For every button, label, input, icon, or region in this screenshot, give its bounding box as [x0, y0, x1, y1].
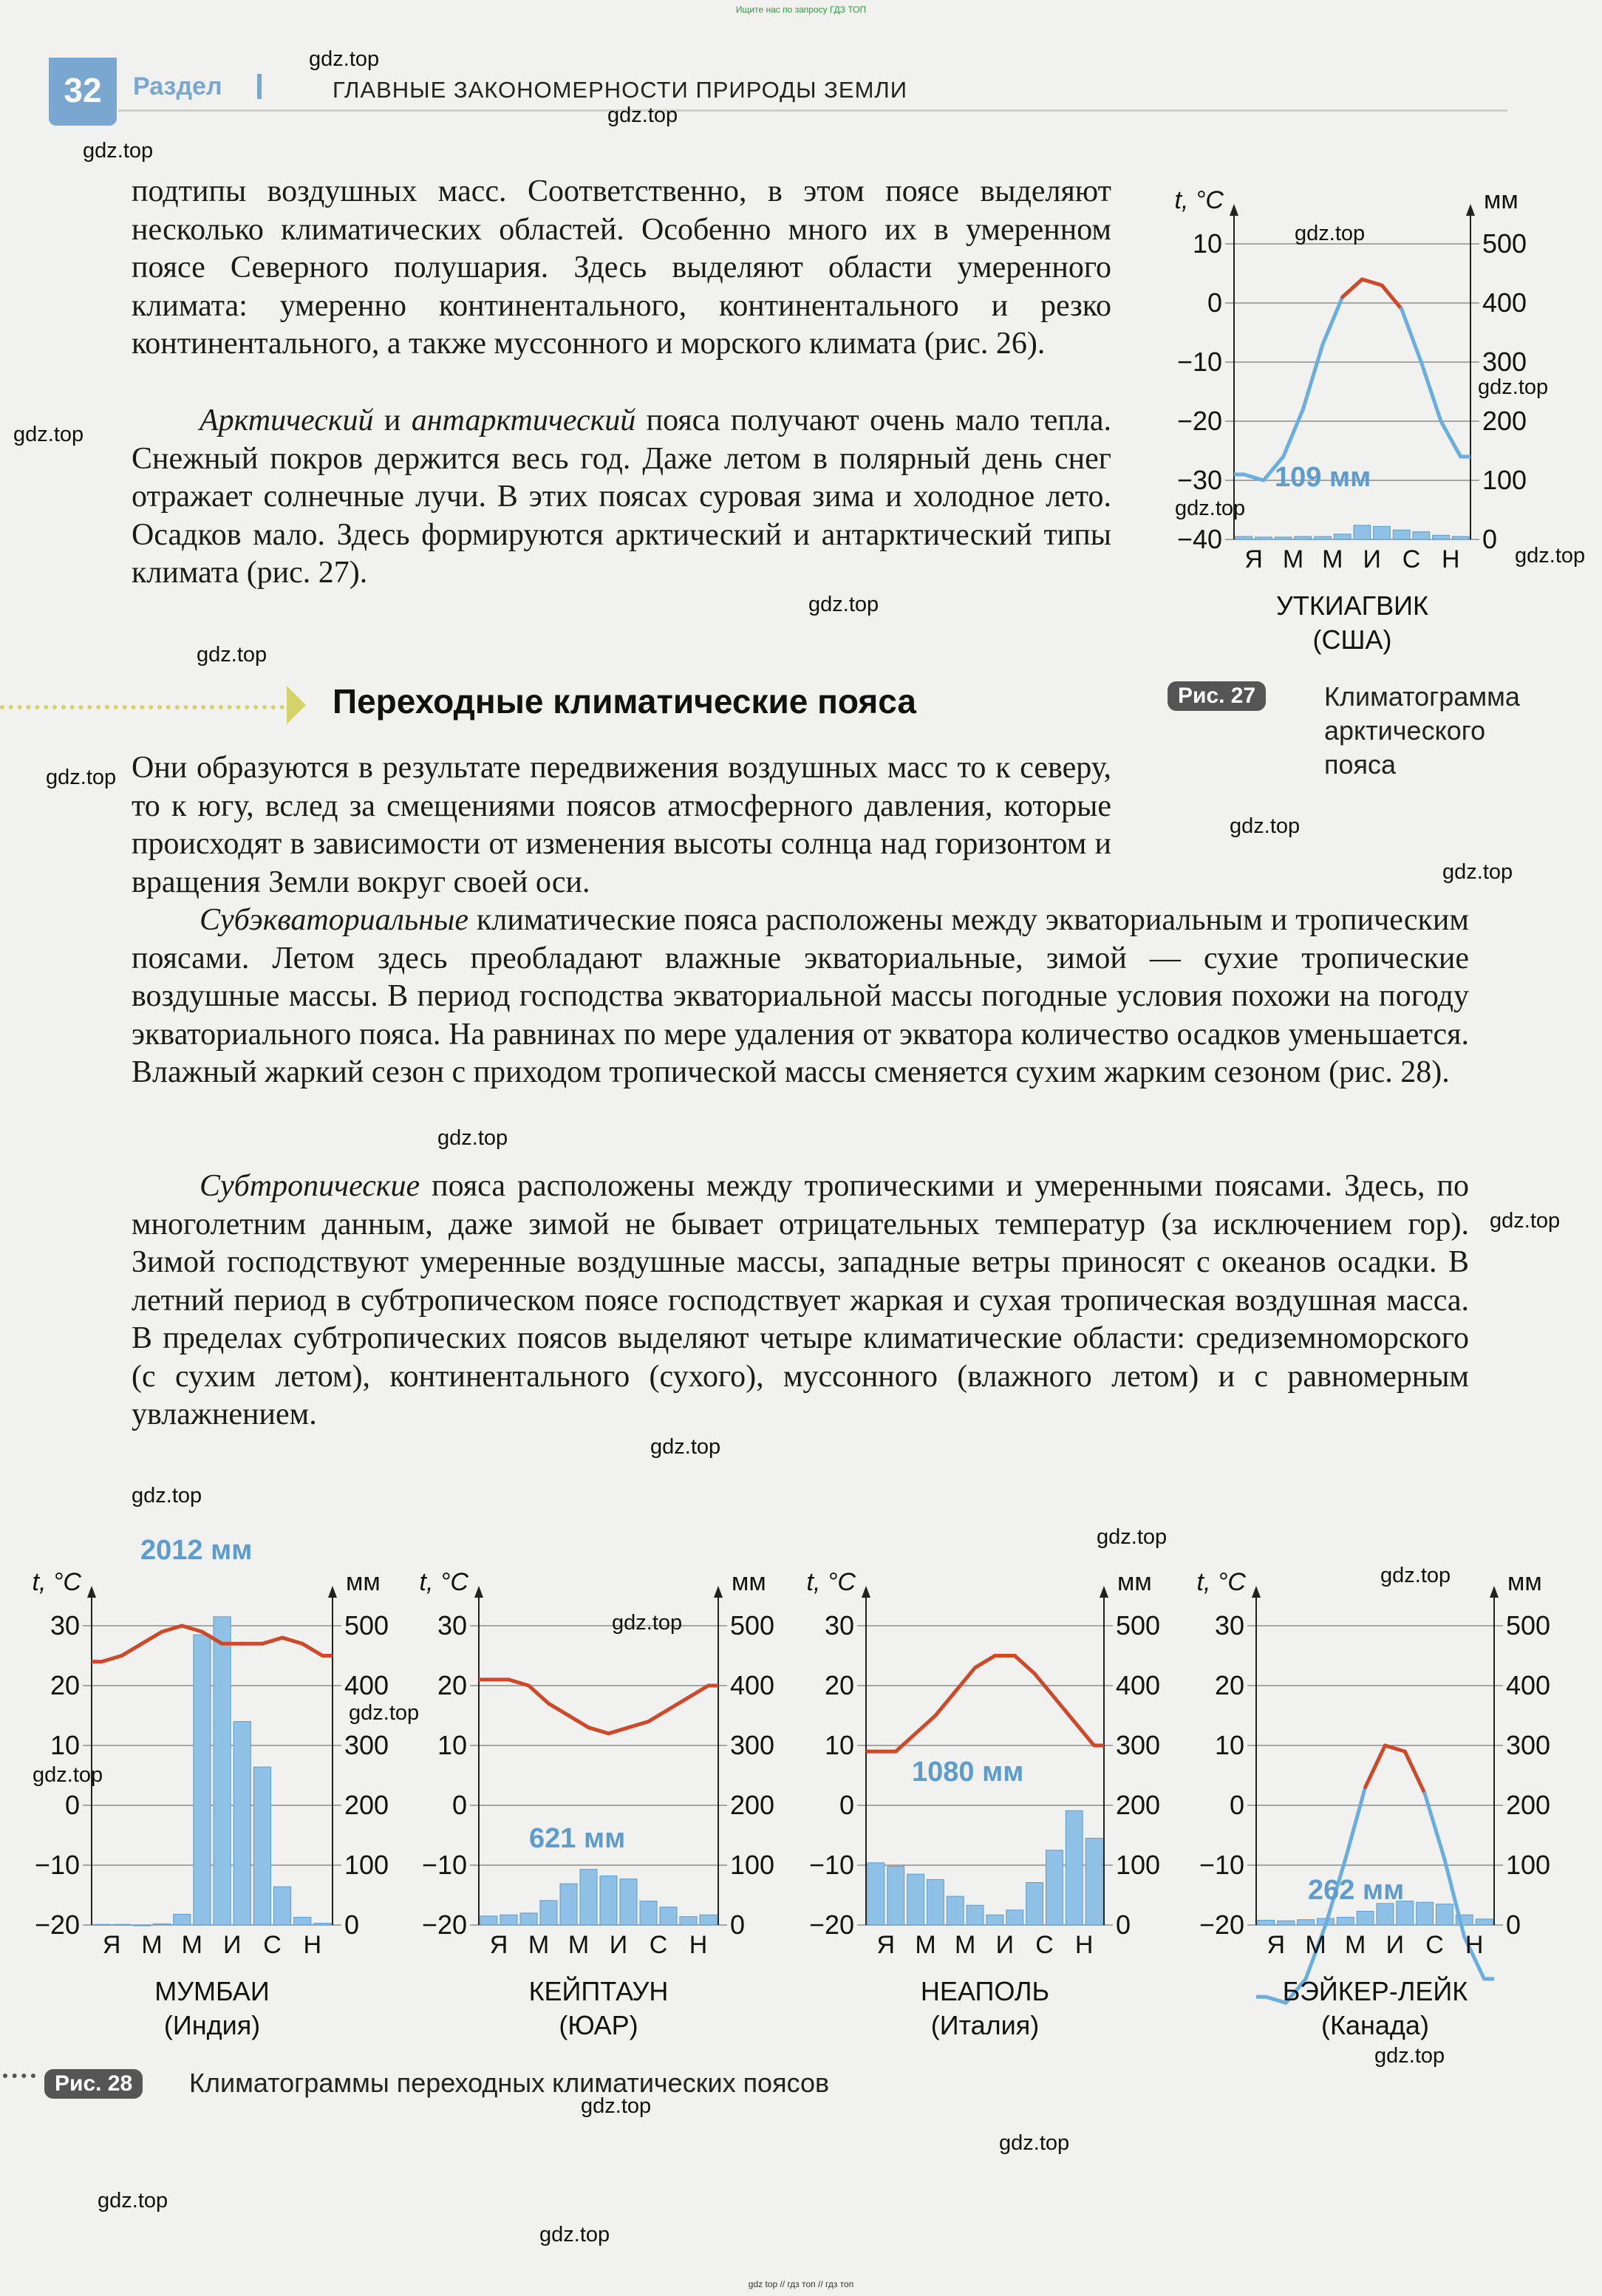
- watermark-text: gdz.top: [1097, 1525, 1168, 1549]
- month-label: М: [141, 1931, 163, 1959]
- temperature-line-segment: [1362, 279, 1382, 285]
- precip-tick-label: 0: [730, 1910, 746, 1940]
- precip-axis-arrow: [1490, 1586, 1499, 1598]
- precip-bar: [113, 1924, 130, 1925]
- precip-bar: [927, 1879, 944, 1925]
- running-head: ГЛАВНЫЕ ЗАКОНОМЕРНОСТИ ПРИРОДЫ ЗЕМЛИ: [333, 77, 908, 103]
- precip-bar: [194, 1635, 211, 1925]
- precip-axis-arrow: [328, 1586, 337, 1598]
- temp-axis-arrow: [1252, 1586, 1261, 1598]
- temperature-line-segment: [1346, 1788, 1366, 1859]
- precip-tick-label: 0: [1506, 1910, 1521, 1940]
- precip-bar: [967, 1905, 984, 1925]
- temp-tick-label: 0: [64, 1790, 80, 1820]
- temp-tick-label: 10: [1214, 1730, 1244, 1760]
- temp-tick-label: 30: [1214, 1610, 1244, 1641]
- paragraph-4-em: Субэкваториальные: [200, 903, 469, 937]
- month-label: И: [609, 1931, 628, 1959]
- precip-bar: [1255, 537, 1272, 539]
- temperature-line-segment: [162, 1626, 182, 1632]
- precip-bar: [154, 1924, 171, 1925]
- month-label: Н: [1442, 545, 1460, 573]
- temperature-line-segment: [1421, 362, 1441, 421]
- precip-bar: [700, 1915, 717, 1925]
- temperature-line-segment: [182, 1626, 202, 1632]
- precip-bar: [1066, 1810, 1083, 1925]
- precip-bar: [540, 1901, 557, 1925]
- paragraph-2-em2: антарктический: [411, 403, 636, 437]
- precip-tick-label: 200: [1482, 406, 1527, 436]
- heading-dots: [0, 705, 284, 709]
- station-name: КЕЙПТАУН: [528, 1976, 669, 2006]
- temperature-line-segment: [1382, 285, 1402, 309]
- climatogram-mumbai: [22, 1530, 421, 2047]
- precip-bar: [1452, 536, 1469, 539]
- temp-tick-label: −40: [1176, 524, 1222, 554]
- temperature-line-segment: [669, 1697, 689, 1709]
- precip-tick-label: 400: [730, 1670, 775, 1700]
- precip-bar: [907, 1874, 924, 1925]
- section-label: [133, 72, 222, 101]
- fig27-caption-line3: пояса: [1324, 749, 1397, 780]
- climatogram-baker-lake: [1182, 1530, 1596, 2047]
- precip-bar: [1337, 1917, 1354, 1925]
- temperature-line-segment: [629, 1722, 649, 1728]
- watermark-text: gdz.top: [1442, 860, 1513, 884]
- temp-axis-label: t, °C: [806, 1568, 856, 1596]
- total-precipitation-label: 2012 мм: [140, 1535, 253, 1566]
- month-label: М: [528, 1931, 550, 1959]
- precip-bar: [1354, 525, 1371, 539]
- watermark-text: gdz.top: [581, 2094, 652, 2118]
- station-name: БЭЙКЕР-ЛЕЙК: [1282, 1976, 1468, 2006]
- watermark-text: gdz.top: [13, 423, 84, 446]
- temperature-line-segment: [262, 1638, 282, 1643]
- paragraph-3: Они образуются в результате передвижения воздушных масс то к северу, то к югу, вслед за смещениями поясов атмосферного давления, которые происходят в зависимости от изменения высоты солнца над горизонтом и вращения Земли вокруг своей оси.: [132, 751, 1111, 899]
- temp-tick-label: −10: [808, 1850, 854, 1880]
- precip-bar: [1433, 535, 1450, 539]
- month-label: С: [649, 1931, 668, 1959]
- precip-tick-label: 300: [1116, 1730, 1161, 1760]
- precip-axis-label: мм: [346, 1568, 381, 1596]
- precip-bar: [986, 1915, 1003, 1925]
- paragraph-4: [132, 902, 1469, 1092]
- paragraph-5-text: пояса расположены между тропическими и умеренными поясами. Здесь, по многолетним данным, даже зимой не бывает отрицательных температур (за исключением гор). Зимой господствуют умеренные воздушные массы, западные ветры приносят с океанов осадки. В летний период в субтропическом поясе господствует жаркая и сухая тропическая воздушная масса. В пределах субтропических поясов выделяют четыре климатические области: средиземноморского (с сухим летом), континентального (сухого), муссонного (влажного летом) и с равномерным увлажнением.: [132, 1169, 1469, 1431]
- precip-bar: [1006, 1910, 1023, 1925]
- temp-tick-label: 0: [1229, 1790, 1244, 1820]
- header-rule: [118, 109, 1507, 112]
- climatogram-utqiagvik: [1153, 163, 1596, 665]
- precip-bar: [1417, 1902, 1434, 1925]
- watermark-text: gdz.top: [437, 1126, 508, 1150]
- station-country: (ЮАР): [559, 2010, 638, 2040]
- watermark-text: gdz.top: [1295, 222, 1366, 245]
- month-label: М: [1345, 1931, 1366, 1959]
- precip-bar: [1275, 537, 1292, 539]
- watermark-text: gdz.top: [1230, 814, 1301, 838]
- month-label: С: [1425, 1931, 1444, 1959]
- month-label: Н: [689, 1931, 708, 1959]
- precip-tick-label: 100: [344, 1850, 389, 1880]
- month-label: Я: [489, 1931, 508, 1959]
- temperature-line-segment: [549, 1703, 569, 1715]
- precip-tick-label: 400: [1506, 1670, 1551, 1700]
- temperature-line-segment: [689, 1686, 709, 1697]
- month-label: И: [995, 1931, 1015, 1959]
- page-number: 32: [49, 58, 117, 126]
- precip-bar: [214, 1617, 231, 1925]
- temperature-line-segment: [1015, 1656, 1035, 1674]
- temp-tick-label: 30: [824, 1610, 854, 1641]
- temperature-line-segment: [122, 1643, 142, 1655]
- fig27-caption-line1: Климатограмма: [1324, 681, 1520, 712]
- temperature-line-segment: [142, 1632, 162, 1643]
- fig27-caption-line2: арктического: [1324, 715, 1486, 746]
- precip-bar: [294, 1917, 311, 1925]
- watermark-text: gdz.top: [46, 766, 117, 789]
- precip-bar: [133, 1925, 150, 1926]
- watermark-text: gdz.top: [309, 47, 380, 71]
- station-country: (США): [1312, 624, 1392, 655]
- temperature-line-segment: [302, 1643, 322, 1655]
- precip-bar: [1295, 536, 1312, 539]
- watermark-text: gdz.top: [1478, 375, 1549, 399]
- precip-tick-label: 100: [1116, 1850, 1161, 1880]
- temp-axis-label: t, °C: [419, 1568, 468, 1596]
- paragraph-2-text: пояса получают очень мало тепла. Снежный покров держится весь год. Даже летом в полярный день снег отражает солнечные лучи. В этих поясах суровая зима и холодное лето. Осадков мало. Здесь формируются арктический и антарктический типы климата (рис. 27).: [132, 403, 1111, 590]
- watermark-text: gdz.top: [1515, 544, 1586, 568]
- precip-tick-label: 400: [1116, 1670, 1161, 1700]
- station-country: (Италия): [930, 2010, 1040, 2040]
- temperature-line-segment: [1385, 1745, 1405, 1751]
- month-label: М: [1305, 1931, 1326, 1959]
- watermark-text: gdz.top: [650, 1435, 721, 1459]
- temp-tick-label: 0: [1207, 287, 1222, 318]
- watermark-text: gdz.top: [607, 103, 678, 127]
- month-label: М: [955, 1931, 976, 1959]
- precip-axis-arrow: [1466, 204, 1475, 216]
- temperature-line-segment: [1343, 279, 1363, 297]
- paragraph-1: подтипы воздушных масс. Соответственно, в этом поясе выделяют несколько климатических областей. Особенно много их в умеренном поясе Северного полушария. Здесь выделяют области умеренного климата: умеренно континентального, континентального и резко континентального, а также муссонного и морского климата (рис. 26).: [132, 174, 1111, 361]
- precip-bar: [1315, 536, 1332, 539]
- month-label: И: [222, 1931, 242, 1959]
- precip-bar: [1046, 1850, 1063, 1925]
- precip-tick-label: 500: [344, 1610, 389, 1641]
- station-name: УТКИАГВИК: [1275, 590, 1429, 621]
- precip-bar: [1298, 1920, 1315, 1925]
- precip-tick-label: 300: [730, 1730, 775, 1760]
- temperature-line-segment: [1074, 1722, 1094, 1745]
- temp-tick-label: 20: [437, 1670, 467, 1700]
- precip-tick-label: 500: [1506, 1610, 1551, 1641]
- watermark-text: gdz.top: [612, 1611, 683, 1635]
- total-precipitation-label: 262 мм: [1308, 1875, 1405, 1906]
- precip-tick-label: 0: [1116, 1910, 1131, 1940]
- month-label: Я: [1267, 1931, 1286, 1959]
- temperature-line-segment: [1323, 297, 1343, 344]
- precip-tick-label: 500: [1482, 228, 1527, 259]
- temp-tick-label: −30: [1176, 465, 1222, 495]
- precip-tick-label: 500: [1116, 1610, 1161, 1641]
- temperature-line-segment: [1244, 474, 1264, 480]
- temp-tick-label: 30: [50, 1610, 80, 1641]
- month-label: Я: [102, 1931, 121, 1959]
- month-label: М: [915, 1931, 936, 1959]
- fig28-caption: Климатограммы переходных климатических поясов: [189, 2068, 830, 2098]
- temperature-line-segment: [1405, 1751, 1425, 1793]
- precip-bar: [1436, 1904, 1453, 1925]
- precip-tick-label: 200: [1506, 1790, 1551, 1820]
- temp-tick-label: 10: [1192, 228, 1222, 259]
- watermark-text: gdz.top: [197, 643, 267, 667]
- month-label: М: [567, 1931, 590, 1959]
- precip-bar: [1085, 1839, 1102, 1925]
- temperature-line-segment: [609, 1728, 629, 1734]
- temp-tick-label: 20: [50, 1670, 80, 1700]
- precip-bar: [253, 1767, 270, 1925]
- precip-tick-label: 300: [1506, 1730, 1551, 1760]
- temp-tick-label: 0: [839, 1790, 854, 1820]
- month-label: М: [181, 1931, 202, 1959]
- total-precipitation-label: 1080 мм: [912, 1757, 1024, 1788]
- precip-axis-label: мм: [1484, 186, 1519, 214]
- paragraph-2-em: Арктический: [200, 403, 374, 437]
- temp-tick-label: 0: [451, 1790, 467, 1820]
- temp-axis-label: t, °C: [32, 1568, 81, 1596]
- temp-tick-label: −10: [1176, 347, 1222, 377]
- paragraph-5: [132, 1168, 1469, 1434]
- temp-tick-label: −10: [1199, 1850, 1244, 1880]
- watermark-text: gdz.top: [999, 2131, 1070, 2155]
- precip-bar: [600, 1876, 617, 1925]
- paragraph-4-text: климатические пояса расположены между экваториальным и тропическим поясами. Летом здесь преобладают влажные экваториальные, зимой — сухие тропические воздушные массы. В период господства экваториальной массы погодные условия похожи на погоду экваториального пояса. На равнинах по мере удаления от экватора количество осадков уменьшается. Влажный жаркий сезон с приходом тропической массы сменяется сухим жарким сезоном (рис. 28).: [132, 903, 1469, 1089]
- temperature-line-segment: [649, 1709, 669, 1721]
- month-label: И: [1363, 545, 1381, 573]
- precip-tick-label: 300: [1482, 347, 1527, 377]
- temp-axis-arrow: [1230, 204, 1238, 216]
- precip-bar: [1476, 1919, 1493, 1925]
- precip-tick-label: 500: [730, 1610, 775, 1641]
- temperature-line-segment: [916, 1716, 935, 1734]
- watermark-text: gdz.top: [132, 1484, 202, 1508]
- precip-tick-label: 0: [1482, 524, 1498, 554]
- temperature-line-segment: [1054, 1697, 1074, 1721]
- fig27-label: Рис. 27: [1168, 681, 1266, 711]
- top-note: Ищите нас по запросу ГДЗ ТОП: [735, 4, 867, 15]
- precip-tick-label: 400: [344, 1670, 389, 1700]
- precip-bar: [234, 1722, 250, 1925]
- precip-bar: [93, 1924, 110, 1925]
- watermark-text: gdz.top: [98, 2189, 168, 2212]
- month-label: С: [263, 1931, 282, 1959]
- paragraph-2: [132, 402, 1111, 593]
- precip-axis-label: мм: [1117, 1568, 1152, 1596]
- station-name: МУМБАИ: [154, 1976, 270, 2006]
- month-label: С: [1402, 545, 1421, 573]
- temp-axis-arrow: [87, 1586, 96, 1598]
- precip-tick-label: 200: [1116, 1790, 1161, 1820]
- month-label: Н: [1465, 1931, 1484, 1959]
- precip-bar: [887, 1867, 904, 1925]
- temperature-line-segment: [935, 1692, 955, 1715]
- precip-tick-label: 200: [730, 1790, 775, 1820]
- climatogram-capetown: [408, 1530, 807, 2047]
- watermark-text: gdz.top: [808, 593, 879, 616]
- temp-tick-label: −20: [421, 1910, 467, 1940]
- temp-tick-label: 10: [437, 1730, 467, 1760]
- precip-bar: [580, 1870, 597, 1925]
- precip-bar: [868, 1863, 884, 1925]
- temp-tick-label: −20: [34, 1910, 80, 1940]
- month-label: С: [1035, 1931, 1054, 1959]
- station-country: (Индия): [163, 2010, 261, 2040]
- temperature-line-segment: [896, 1734, 916, 1751]
- watermark-text: gdz.top: [1380, 1564, 1451, 1587]
- precip-tick-label: 100: [1482, 465, 1527, 495]
- temp-tick-label: −20: [808, 1910, 854, 1940]
- month-label: Н: [303, 1931, 322, 1959]
- precip-bar: [1258, 1921, 1275, 1925]
- temp-tick-label: 30: [437, 1610, 467, 1641]
- watermark-text: gdz.top: [1374, 2044, 1445, 2068]
- watermark-text: gdz.top: [349, 1701, 420, 1725]
- fig28-dots: [3, 2074, 35, 2078]
- temp-axis-label: t, °C: [1196, 1568, 1246, 1596]
- temp-tick-label: −10: [421, 1850, 467, 1880]
- precip-bar: [1377, 1904, 1394, 1925]
- precip-bar: [174, 1914, 191, 1925]
- temperature-line-segment: [1366, 1745, 1385, 1788]
- precip-bar: [1026, 1882, 1043, 1925]
- temp-tick-label: −10: [34, 1850, 80, 1880]
- precip-axis-arrow: [714, 1586, 723, 1598]
- precip-bar: [1235, 536, 1252, 539]
- temperature-line-segment: [102, 1656, 122, 1662]
- temp-tick-label: 10: [824, 1730, 854, 1760]
- precip-tick-label: 100: [730, 1850, 775, 1880]
- section-number: [257, 74, 262, 99]
- section-word: Раздел: [133, 72, 222, 101]
- month-label: Я: [876, 1931, 896, 1959]
- paragraph-5-em: Субтропические: [200, 1169, 420, 1203]
- month-label: Н: [1074, 1931, 1094, 1959]
- fig27-caption: [1324, 680, 1520, 782]
- temperature-line-segment: [955, 1668, 975, 1692]
- precip-bar: [560, 1884, 577, 1925]
- temp-tick-label: 10: [50, 1730, 80, 1760]
- precip-bar: [1413, 532, 1430, 539]
- temperature-line-segment: [1284, 409, 1303, 457]
- temperature-line-segment: [569, 1716, 589, 1728]
- temp-axis-label: t, °C: [1174, 186, 1224, 214]
- temperature-line-segment: [589, 1728, 609, 1734]
- total-precipitation-label: 621 мм: [529, 1823, 626, 1854]
- temperature-line-segment: [509, 1680, 529, 1686]
- month-label: Я: [1244, 545, 1263, 573]
- climatogram-naples: [794, 1530, 1193, 2047]
- station-name: НЕАПОЛЬ: [920, 1976, 1050, 2006]
- month-label: М: [1282, 545, 1304, 573]
- station-country: (Канада): [1321, 2010, 1429, 2040]
- paragraph-2-and: и: [373, 403, 412, 437]
- temperature-line-segment: [1425, 1793, 1445, 1859]
- precip-bar: [274, 1887, 291, 1925]
- bottom-note: gdz top // гдз топ // гдз топ: [748, 2279, 854, 2289]
- watermark-text: gdz.top: [1490, 1209, 1561, 1233]
- temp-tick-label: −20: [1199, 1910, 1244, 1940]
- temp-tick-label: 20: [824, 1670, 854, 1700]
- precip-bar: [620, 1879, 637, 1925]
- precip-tick-label: 0: [344, 1910, 360, 1940]
- temp-axis-arrow: [862, 1586, 870, 1598]
- precip-bar: [680, 1917, 697, 1925]
- section-heading: Переходные климатические пояса: [333, 682, 916, 721]
- precip-bar: [314, 1924, 331, 1925]
- precip-bar: [520, 1913, 537, 1925]
- precip-bar: [660, 1907, 677, 1925]
- heading-arrow: [287, 686, 306, 724]
- temperature-line-segment: [975, 1656, 995, 1668]
- watermark-text: gdz.top: [539, 2223, 610, 2246]
- temp-tick-label: −20: [1176, 406, 1222, 436]
- month-label: М: [1322, 545, 1343, 573]
- month-label: И: [1385, 1931, 1405, 1959]
- precip-bar: [640, 1901, 657, 1925]
- precip-bar: [500, 1915, 517, 1925]
- precip-axis-label: мм: [732, 1568, 766, 1596]
- temp-tick-label: 20: [1214, 1670, 1244, 1700]
- precip-tick-label: 400: [1482, 287, 1527, 318]
- precip-bar: [1357, 1911, 1374, 1925]
- precip-tick-label: 300: [344, 1730, 389, 1760]
- precip-bar: [947, 1896, 964, 1925]
- watermark-text: gdz.top: [33, 1763, 103, 1787]
- temperature-line-segment: [1303, 344, 1323, 409]
- watermark-text: gdz.top: [83, 139, 154, 163]
- total-precipitation-label: 109 мм: [1275, 462, 1371, 493]
- precip-axis-arrow: [1100, 1586, 1108, 1598]
- precip-axis-label: мм: [1507, 1568, 1542, 1596]
- precip-bar: [480, 1916, 497, 1925]
- temperature-line-segment: [1402, 309, 1422, 362]
- fig28-label: Рис. 28: [44, 2069, 143, 2099]
- precip-tick-label: 200: [344, 1790, 389, 1820]
- temperature-line-segment: [282, 1638, 302, 1643]
- temperature-line-segment: [529, 1686, 549, 1703]
- watermark-text: gdz.top: [1175, 497, 1246, 520]
- temp-axis-arrow: [474, 1586, 483, 1598]
- precip-bar: [1393, 530, 1410, 539]
- precip-tick-label: 100: [1506, 1850, 1551, 1880]
- temperature-line-segment: [1441, 421, 1461, 457]
- precip-bar: [1374, 526, 1391, 539]
- precip-bar: [1334, 534, 1351, 539]
- precip-bar: [1278, 1921, 1295, 1925]
